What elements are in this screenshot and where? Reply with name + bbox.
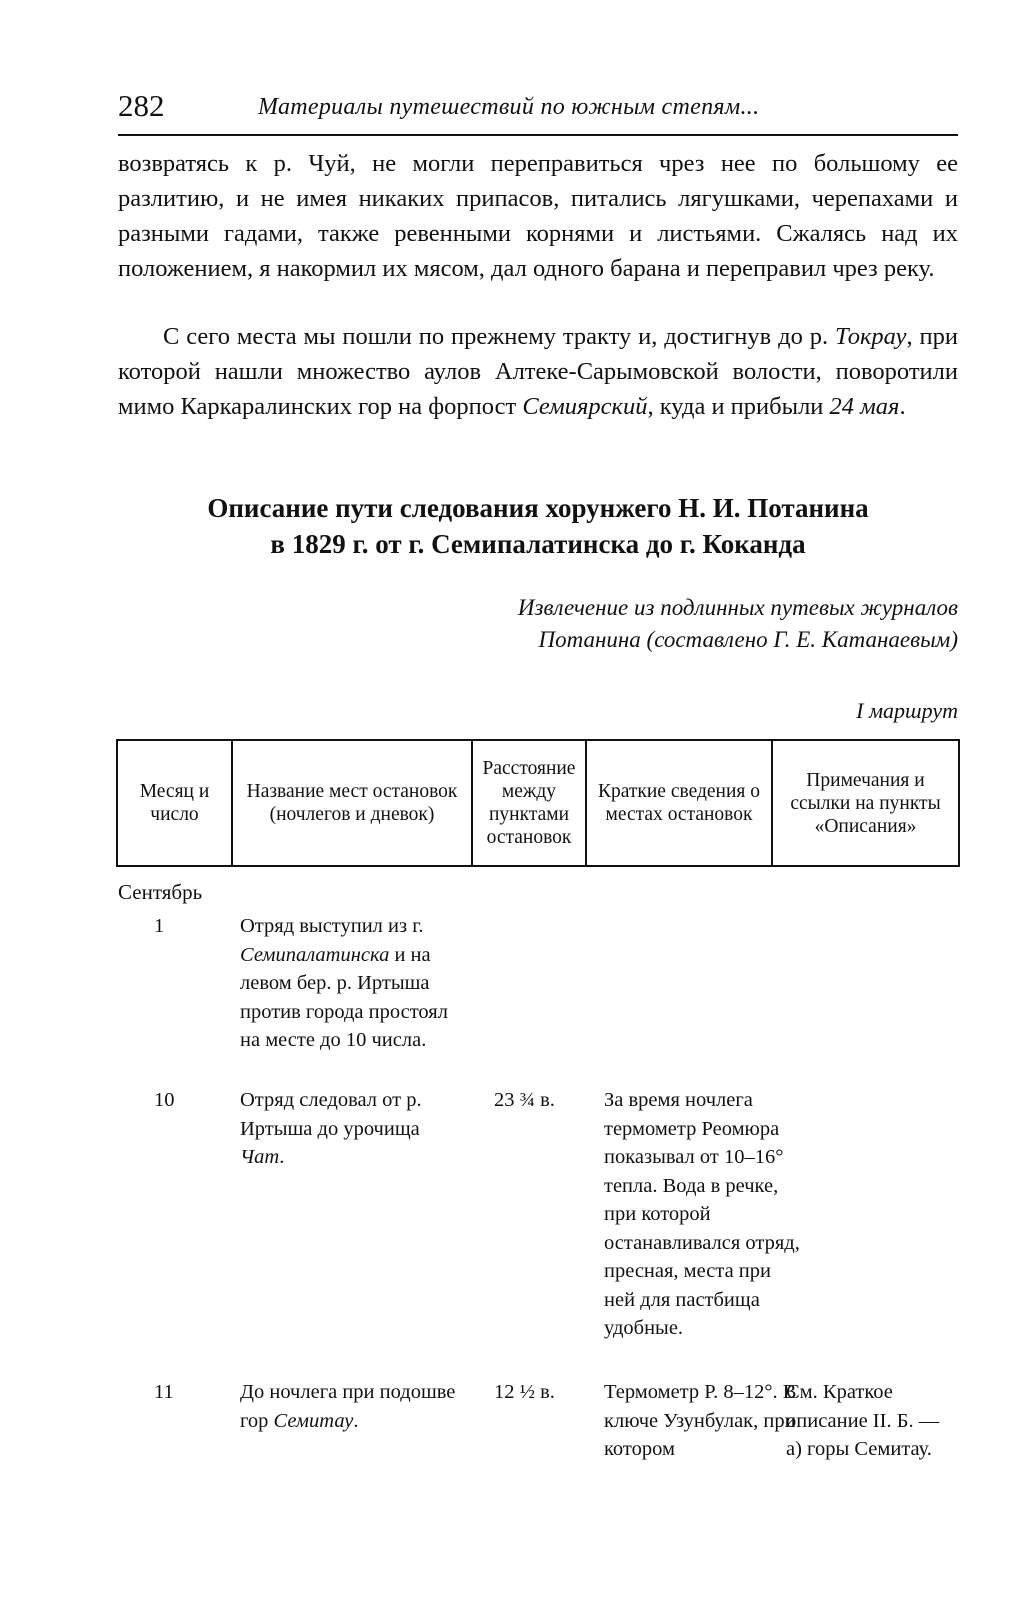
header-place-names: Название мест остановок (ночлегов и дневок) [232, 740, 472, 866]
paragraph-1-text: возвратясь к р. Чуй, не могли переправиться чрез нее по большому ее разлитию, и не имея никаких припасов, питались лягушками, черепахами и разными гадами, также ревенными корнями и листьями. Сжалясь над их положением, я накормил их мясом, дал одного барана и переправил чрез реку. [118, 150, 958, 282]
distance-value: 12 ½ в. [494, 1381, 555, 1403]
section-title-line-2: в 1829 г. от г. Семипалатинска до г. Коканда [270, 529, 806, 559]
place-description [240, 1378, 460, 1435]
place-text: Отряд выступил из г. [240, 915, 424, 937]
header-month-day: Месяц и число [117, 740, 232, 866]
header-distance: Расстояние между пунктами остановок [472, 740, 586, 866]
place-text: . [353, 1409, 359, 1432]
section-title-line-1: Описание пути следования хорунжего Н. И. Потанина [207, 493, 869, 523]
day-number: 1 [154, 915, 165, 937]
header-brief-info: Краткие сведения о местах остановок [586, 740, 772, 866]
place-name: Семитау [273, 1409, 354, 1432]
place-description [240, 1086, 460, 1172]
distance-value: 23 ¾ в. [494, 1089, 555, 1111]
subtitle-line-1: Извлечение из подлинных путевых журналов [517, 595, 958, 620]
paragraph-2-text [118, 319, 958, 424]
paragraph-2-part: , куда и прибыли [647, 393, 830, 420]
route-table [116, 739, 960, 867]
place-text: и на левом бер. р. Иртыша против города простоял на месте до 10 числа. [240, 943, 448, 1051]
place-text: До ночлега при подошве гор [240, 1381, 456, 1432]
page-header [118, 88, 958, 136]
place-name: Чат [240, 1146, 280, 1168]
place-description [240, 912, 460, 1055]
paragraph-2-part: С сего места мы пошли по прежнему тракту и, достигнув до р. [163, 323, 835, 350]
place-name: Семипалатинска [240, 943, 390, 966]
running-title: Материалы путешествий по южным степям... [258, 94, 760, 120]
route-label: I маршрут [856, 698, 958, 723]
header-notes: Примечания и ссылки на пункты «Описания» [772, 740, 959, 866]
section-title [118, 490, 958, 562]
note-reference: См. Краткое описание II. Б. — а) горы Семитау. [786, 1381, 940, 1460]
brief-info: Термометр Р. 8–12°. В ключе Узунбулак, при котором [604, 1381, 797, 1460]
page-number: 282 [118, 88, 165, 123]
month-label: Сентябрь [118, 880, 203, 904]
place-text: Отряд следовал от р. Иртыша до урочища [240, 1089, 422, 1140]
outpost-name: Семиярский [522, 393, 648, 420]
paragraph-1 [118, 146, 958, 286]
table-header-row [117, 740, 959, 866]
day-number: 10 [154, 1089, 175, 1111]
section-subtitle [338, 592, 958, 656]
arrival-date: 24 мая [829, 393, 900, 420]
place-text: . [279, 1146, 285, 1168]
paragraph-2-part: . [899, 393, 906, 420]
river-name-tokrau: Токрау [834, 323, 907, 350]
brief-info: За время ночлега термометр Реомюра показывал от 10–16° тепла. Вода в речке, при которой останавливался отряд, пресная, места при ней для пастбища удобные. [604, 1089, 800, 1339]
day-number: 11 [154, 1381, 174, 1403]
paragraph-2-part: , при которой нашли множество аулов Алтеке-Сарымовской волости, поворотили мимо Каркаралинских гор на форпост [118, 323, 958, 420]
subtitle-line-2: Потанина (составлено Г. Е. Катанаевым) [538, 627, 958, 652]
paragraph-2 [118, 319, 958, 424]
